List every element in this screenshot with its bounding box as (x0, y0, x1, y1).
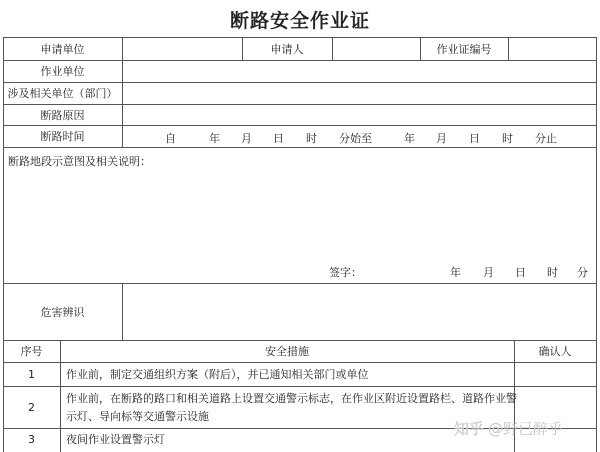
work-unit-field[interactable] (123, 61, 596, 82)
sign-month: 月 (483, 266, 494, 279)
measures-header-measures: 安全措施 (265, 345, 309, 358)
time-part-day: 日 (273, 132, 284, 145)
measure-no: 2 (28, 400, 35, 414)
time-part-minute-start: 分始至 (339, 132, 372, 145)
sign-year: 年 (450, 266, 461, 279)
time-part-day-end: 日 (469, 132, 480, 145)
reason-field[interactable] (123, 105, 596, 125)
watermark-text: @野已醉乎 (488, 420, 564, 438)
diagram-area[interactable] (4, 148, 596, 283)
measures-header-confirm: 确认人 (538, 345, 572, 358)
time-part-minute-end: 分止 (535, 132, 557, 145)
time-part-year-end: 年 (404, 132, 415, 145)
time-part-hour-end: 时 (502, 132, 513, 145)
sign-day: 日 (515, 266, 526, 279)
sign-minute: 分 (577, 266, 588, 279)
measure-text-line1: 作业前，在断路的路口和相关道路上设置交通警示标志，在作业区附近设置路栏、道路作业警 (66, 392, 517, 405)
diagram-label: 断路地段示意图及相关说明： (8, 155, 151, 168)
time-part-month: 月 (241, 132, 252, 145)
measure-text: 夜间作业设置警示灯 (66, 433, 165, 446)
watermark (454, 418, 563, 439)
involved-unit-field[interactable] (123, 83, 596, 104)
zhihu-logo: 知乎 (454, 420, 485, 438)
reason-label: 断路原因 (40, 108, 85, 122)
hazard-label: 危害辨识 (40, 305, 85, 319)
document-title: 断路安全作业证 (229, 10, 370, 32)
cert-no-field[interactable] (509, 38, 596, 60)
time-label: 断路时间 (40, 130, 85, 143)
applicant-label: 申请人 (270, 42, 304, 56)
measure-text-line2: 示灯、导向标等交通警示设施 (66, 410, 209, 423)
applicant-unit-field[interactable] (123, 38, 242, 60)
sign-label: 签字： (329, 266, 362, 279)
measure-no: 1 (28, 367, 35, 381)
time-part-month-end: 月 (436, 132, 447, 145)
measure-no: 3 (28, 432, 35, 446)
cert-no-label: 作业证编号 (436, 42, 492, 56)
hazard-field[interactable] (123, 284, 596, 340)
time-part-from: 自 (165, 132, 176, 145)
time-part-year: 年 (209, 132, 220, 145)
confirm-field[interactable] (515, 363, 596, 386)
involved-unit-label: 涉及相关单位（部门） (7, 87, 118, 100)
measures-header-no: 序号 (20, 345, 43, 358)
applicant-unit-label: 申请单位 (40, 42, 85, 56)
sign-hour: 时 (547, 266, 558, 279)
measure-text: 作业前，制定交通组织方案（附后），并已通知相关部门或单位 (66, 368, 369, 381)
time-part-hour: 时 (306, 132, 317, 145)
work-unit-label: 作业单位 (40, 65, 85, 78)
applicant-field[interactable] (333, 38, 420, 60)
